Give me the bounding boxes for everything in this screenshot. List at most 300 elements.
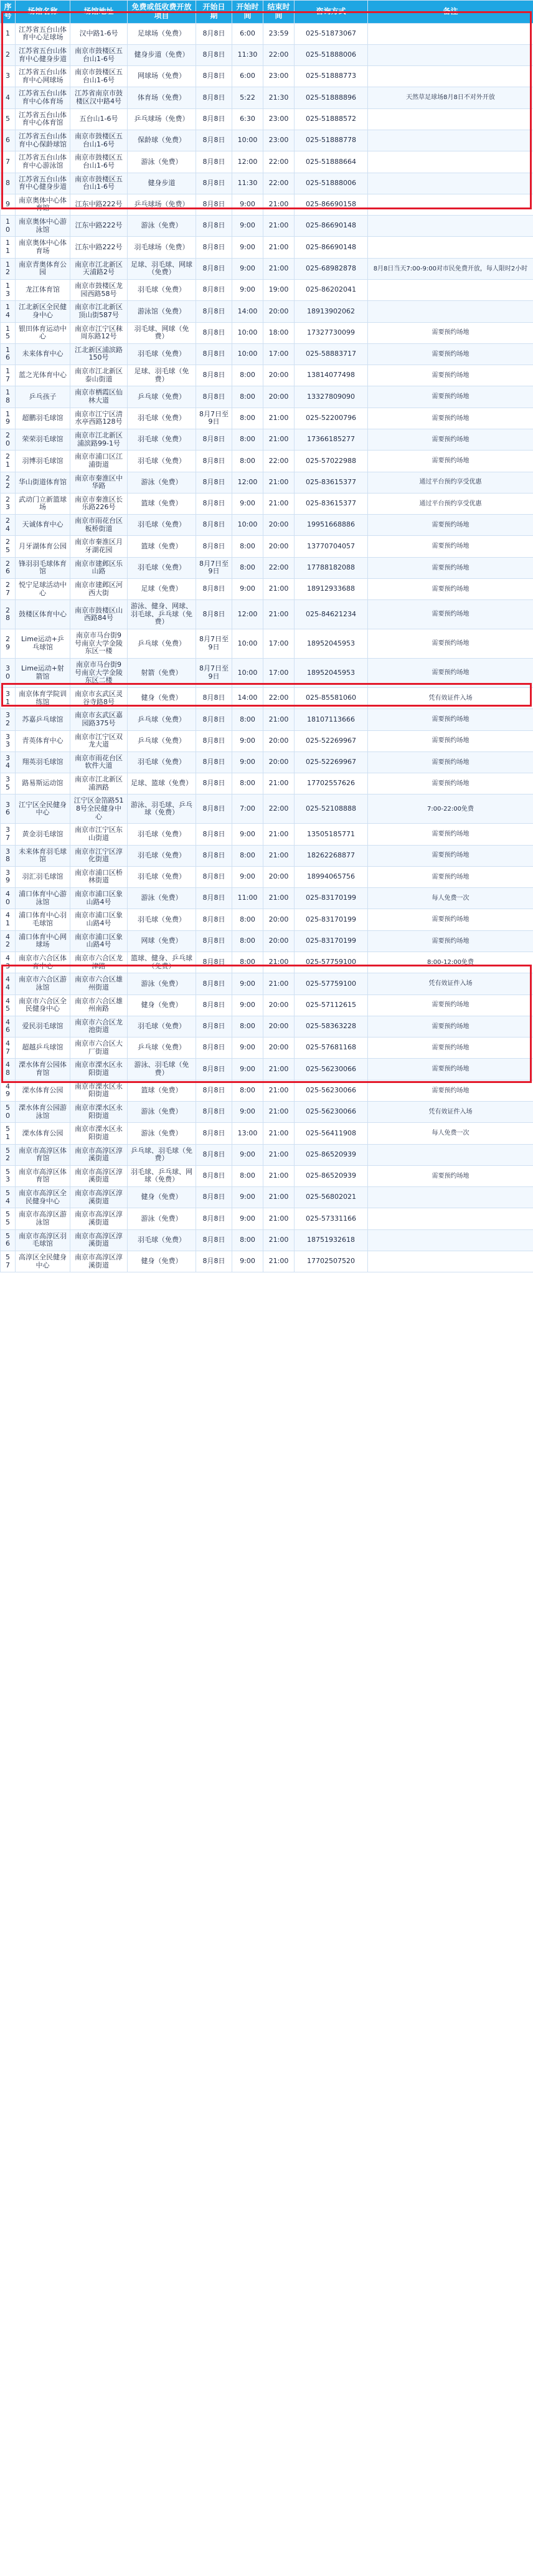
row-index: 3	[1, 66, 16, 87]
row-notes: 需要预约场地	[368, 408, 533, 429]
row-notes: 需要预约场地	[368, 930, 533, 952]
row-contact: 18107113666	[295, 709, 368, 730]
row-start-time: 6:00	[232, 23, 263, 44]
row-index: 15	[1, 322, 16, 343]
row-start-time: 9:00	[232, 237, 263, 258]
highlight-box-top	[1, 11, 532, 209]
row-venue: 南京市高淳区体育馆	[16, 1144, 70, 1165]
row-start-date: 8月8日	[196, 773, 232, 794]
row-end-time: 21:00	[263, 845, 295, 866]
row-index: 37	[1, 824, 16, 845]
row-address: 南京市江宁区双龙大道	[70, 730, 128, 751]
row-venue: 南京青奥体育公园	[16, 258, 70, 279]
row-start-date: 8月8日	[196, 1144, 232, 1165]
row-projects: 游泳、羽毛球、乒乓球（免费）	[128, 794, 196, 824]
row-notes	[368, 1251, 533, 1272]
row-address: 南京市鼓楼区龙园西路58号	[70, 279, 128, 300]
row-start-time: 10:00	[232, 515, 263, 536]
row-projects: 乒乓球（免费）	[128, 1038, 196, 1059]
row-index: 52	[1, 1144, 16, 1165]
row-address: 南京市玄武区嘉园路375号	[70, 709, 128, 730]
row-notes: 8月8日当天7:00-9:00对市民免费开放，每人限时2小时	[368, 258, 533, 279]
row-index: 56	[1, 1229, 16, 1251]
row-venue: 南京奥体中心体育场	[16, 237, 70, 258]
row-end-time: 23:00	[263, 66, 295, 87]
table-row	[1, 824, 533, 845]
row-contact: 025-51888896	[295, 87, 368, 108]
table-row	[1, 1229, 533, 1251]
row-address: 南京市鼓楼区五台山1-6号	[70, 151, 128, 173]
row-projects: 乒乓球场（免费）	[128, 194, 196, 215]
row-contact: 025-83615377	[295, 472, 368, 493]
table-row	[1, 1208, 533, 1229]
row-contact: 025-57681168	[295, 1038, 368, 1059]
row-notes: 需要预约场地	[368, 909, 533, 930]
row-index: 42	[1, 930, 16, 952]
header-end-time: 结束时间	[263, 1, 295, 24]
header-start-date: 开始日期	[196, 1, 232, 24]
row-contact: 18952045953	[295, 659, 368, 688]
row-projects: 乒乓球场（免费）	[128, 108, 196, 130]
row-index: 57	[1, 1251, 16, 1272]
row-contact: 025-86520939	[295, 1144, 368, 1165]
highlight-box-middle	[1, 683, 532, 707]
row-projects: 游泳（免费）	[128, 216, 196, 237]
row-start-date: 8月8日	[196, 1208, 232, 1229]
row-venue: 未来体育羽毛球馆	[16, 845, 70, 866]
row-end-time: 21:00	[263, 1059, 295, 1080]
row-start-time: 14:00	[232, 301, 263, 322]
row-notes: 需要预约场地	[368, 709, 533, 730]
row-venue: 南京市高淳区全民健身中心	[16, 1187, 70, 1208]
row-end-time: 21:00	[263, 237, 295, 258]
row-index: 21	[1, 451, 16, 472]
row-venue: 超鹏羽毛球馆	[16, 408, 70, 429]
row-contact: 025-58363228	[295, 1016, 368, 1037]
table-row	[1, 1080, 533, 1101]
row-start-date: 8月8日	[196, 216, 232, 237]
table-row	[1, 794, 533, 824]
row-start-date: 8月8日	[196, 709, 232, 730]
row-projects: 健身（免费）	[128, 1187, 196, 1208]
row-notes: 凭有效证件入场	[368, 973, 533, 995]
row-projects: 羽毛球（免费）	[128, 515, 196, 536]
row-start-date: 8月8日	[196, 301, 232, 322]
row-start-date: 8月8日	[196, 1187, 232, 1208]
row-address: 南京市六合区龙津路	[70, 952, 128, 973]
row-end-time: 21:00	[263, 408, 295, 429]
row-venue: 江北新区全民健身中心	[16, 301, 70, 322]
row-start-date: 8月8日	[196, 44, 232, 65]
row-index: 20	[1, 429, 16, 450]
table-row	[1, 301, 533, 322]
row-projects: 羽毛球（免费）	[128, 343, 196, 365]
row-start-date: 8月8日	[196, 687, 232, 708]
table-row	[1, 1187, 533, 1208]
row-index: 9	[1, 194, 16, 215]
row-contact: 13505185771	[295, 824, 368, 845]
row-start-time: 9:00	[232, 973, 263, 995]
row-address: 南京市鼓楼区山西路84号	[70, 600, 128, 629]
row-start-time: 13:00	[232, 1123, 263, 1144]
row-start-time: 9:00	[232, 866, 263, 887]
row-address: 南京市栖霞区仙林大道	[70, 386, 128, 408]
row-start-time: 10:00	[232, 343, 263, 365]
row-venue: 锋羽羽毛球体育馆	[16, 557, 70, 578]
row-index: 22	[1, 472, 16, 493]
row-end-time: 21:00	[263, 1123, 295, 1144]
row-start-time: 8:00	[232, 845, 263, 866]
row-start-time: 9:00	[232, 995, 263, 1016]
row-projects: 羽毛球（免费）	[128, 845, 196, 866]
row-address: 江北新区浦滨路150号	[70, 343, 128, 365]
row-projects: 游泳、羽毛球（免费）	[128, 1059, 196, 1080]
row-venue: 江苏省五台山体育中心保龄球馆	[16, 130, 70, 151]
row-venue: 溧水体育公园游泳馆	[16, 1101, 70, 1122]
row-index: 23	[1, 493, 16, 514]
row-contact: 025-58883717	[295, 343, 368, 365]
row-start-date: 8月8日	[196, 151, 232, 173]
row-address: 南京市浦口区江浦街道	[70, 451, 128, 472]
table-row	[1, 629, 533, 659]
row-venue: 鼓楼区体育中心	[16, 600, 70, 629]
row-start-date: 8月8日	[196, 108, 232, 130]
header-index: 序号	[1, 1, 16, 24]
row-notes: 需要预约场地	[368, 557, 533, 578]
row-end-time: 21:00	[263, 888, 295, 909]
row-contact: 025-83615377	[295, 493, 368, 514]
row-venue: 南京市六合区全民健身中心	[16, 995, 70, 1016]
row-venue: 蓝之光体育中心	[16, 365, 70, 386]
row-address: 南京市高淳区淳溪街道	[70, 1208, 128, 1229]
row-contact: 025-57022988	[295, 451, 368, 472]
row-end-time: 20:00	[263, 930, 295, 952]
row-start-time: 11:00	[232, 888, 263, 909]
row-start-time: 8:00	[232, 536, 263, 557]
row-start-date: 8月8日	[196, 1038, 232, 1059]
row-index: 32	[1, 709, 16, 730]
row-index: 11	[1, 237, 16, 258]
row-index: 39	[1, 866, 16, 887]
row-start-time: 10:00	[232, 629, 263, 659]
row-notes: 需要预约场地	[368, 515, 533, 536]
row-address: 南京市江宁区东山街道	[70, 824, 128, 845]
row-venue: 南京市六合区游泳馆	[16, 973, 70, 995]
row-contact: 025-57331166	[295, 1208, 368, 1229]
row-venue: 悦宁足球活动中心	[16, 578, 70, 599]
row-start-time: 6:30	[232, 108, 263, 130]
row-address: 南京市六合区大厂街道	[70, 1038, 128, 1059]
row-notes: 通过平台预约享受优惠	[368, 493, 533, 514]
table-row	[1, 709, 533, 730]
row-start-time: 9:00	[232, 1251, 263, 1272]
row-notes: 需要预约场地	[368, 600, 533, 629]
row-contact: 025-83170199	[295, 888, 368, 909]
row-start-date: 8月8日	[196, 845, 232, 866]
row-projects: 游泳（免费）	[128, 472, 196, 493]
row-end-time: 21:00	[263, 1187, 295, 1208]
row-index: 38	[1, 845, 16, 866]
row-venue: 江苏省五台山体育中心体育馆	[16, 108, 70, 130]
row-end-time: 21:00	[263, 1251, 295, 1272]
row-address: 南京市六合区雄州街道	[70, 973, 128, 995]
row-index: 2	[1, 44, 16, 65]
row-start-date: 8月8日	[196, 493, 232, 514]
row-end-time: 20:00	[263, 365, 295, 386]
row-start-time: 8:00	[232, 952, 263, 973]
row-address: 南京市浦口区象山路4号	[70, 930, 128, 952]
row-venue: 南京奥体中心游泳馆	[16, 216, 70, 237]
row-end-time: 21:00	[263, 493, 295, 514]
row-address: 江东中路222号	[70, 216, 128, 237]
row-contact: 17702557626	[295, 773, 368, 794]
row-venue: 黄金羽毛球馆	[16, 824, 70, 845]
row-start-time: 12:00	[232, 151, 263, 173]
row-start-time: 8:00	[232, 386, 263, 408]
row-start-date: 8月8日	[196, 87, 232, 108]
row-contact: 025-51873067	[295, 23, 368, 44]
row-address: 南京市鼓楼区五台山1-6号	[70, 130, 128, 151]
row-address: 南京市高淳区淳溪街道	[70, 1165, 128, 1186]
row-projects: 羽毛球（免费）	[128, 279, 196, 300]
table-row	[1, 866, 533, 887]
table-row	[1, 1123, 533, 1144]
row-venue: 江苏省五台山体育中心健身步道	[16, 173, 70, 194]
row-venue: 月牙湖体育公园	[16, 536, 70, 557]
row-start-time: 12:00	[232, 472, 263, 493]
row-index: 27	[1, 578, 16, 599]
row-projects: 游泳（免费）	[128, 1208, 196, 1229]
row-start-time: 11:30	[232, 173, 263, 194]
row-address: 南京市高淳区淳溪街道	[70, 1251, 128, 1272]
row-venue: 羽博羽毛球馆	[16, 451, 70, 472]
row-venue: 羽汇羽毛球馆	[16, 866, 70, 887]
row-notes	[368, 1208, 533, 1229]
row-start-time: 12:00	[232, 600, 263, 629]
row-index: 51	[1, 1123, 16, 1144]
row-address: 南京市马台街9号南京大学金陵东区一楼	[70, 629, 128, 659]
row-start-date: 8月7日至9日	[196, 557, 232, 578]
row-notes: 需要预约场地	[368, 322, 533, 343]
row-start-time: 8:00	[232, 773, 263, 794]
row-index: 12	[1, 258, 16, 279]
row-venue: 高淳区全民健身中心	[16, 1251, 70, 1272]
row-address: 南京市江北新区泰山街道	[70, 365, 128, 386]
header-address: 场馆地址	[70, 1, 128, 24]
row-index: 17	[1, 365, 16, 386]
row-address: 南京市雨花台区软件大道	[70, 751, 128, 773]
row-start-date: 8月8日	[196, 952, 232, 973]
row-projects: 射箭（免费）	[128, 659, 196, 688]
header-notes: 备注	[368, 1, 533, 24]
row-notes: 需要预约场地	[368, 629, 533, 659]
table-row	[1, 322, 533, 343]
row-start-date: 8月7日至9日	[196, 629, 232, 659]
row-contact: 025-57112615	[295, 995, 368, 1016]
row-venue: Lime运动+乒乓球馆	[16, 629, 70, 659]
row-projects: 羽毛球（免费）	[128, 429, 196, 450]
row-notes: 需要预约场地	[368, 751, 533, 773]
row-contact: 025-86690148	[295, 237, 368, 258]
row-start-date: 8月8日	[196, 173, 232, 194]
row-notes: 需要预约场地	[368, 1016, 533, 1037]
row-projects: 乒乓球（免费）	[128, 709, 196, 730]
row-index: 19	[1, 408, 16, 429]
row-notes	[368, 1144, 533, 1165]
row-index: 49	[1, 1080, 16, 1101]
row-start-time: 8:00	[232, 451, 263, 472]
row-contact: 025-51888778	[295, 130, 368, 151]
row-notes: 需要预约场地	[368, 1080, 533, 1101]
row-address: 南京市江北新区浦泗路	[70, 773, 128, 794]
row-venue: 苏嘉乒乓球馆	[16, 709, 70, 730]
row-address: 南京市浦口区象山路4号	[70, 888, 128, 909]
table-row	[1, 888, 533, 909]
row-projects: 篮球（免费）	[128, 493, 196, 514]
row-end-time: 20:00	[263, 751, 295, 773]
row-projects: 乒乓球（免费）	[128, 629, 196, 659]
row-end-time: 21:30	[263, 87, 295, 108]
table-row	[1, 258, 533, 279]
row-projects: 羽毛球（免费）	[128, 909, 196, 930]
row-projects: 健身（免费）	[128, 995, 196, 1016]
row-start-time: 10:00	[232, 659, 263, 688]
row-notes: 凭有效证件入场	[368, 1101, 533, 1122]
row-end-time: 22:00	[263, 687, 295, 708]
row-start-date: 8月8日	[196, 66, 232, 87]
row-start-date: 8月8日	[196, 515, 232, 536]
row-start-date: 8月8日	[196, 888, 232, 909]
row-index: 33	[1, 730, 16, 751]
row-notes: 通过平台预约享受优惠	[368, 472, 533, 493]
row-end-time: 17:00	[263, 659, 295, 688]
row-start-date: 8月8日	[196, 194, 232, 215]
row-address: 南京市溧水区永阳街道	[70, 1080, 128, 1101]
header-projects: 免费或低收费开放项目	[128, 1, 196, 24]
row-start-date: 8月8日	[196, 600, 232, 629]
row-venue: 溧水体育公园体育馆	[16, 1059, 70, 1080]
row-end-time: 22:00	[263, 151, 295, 173]
row-start-date: 8月8日	[196, 279, 232, 300]
row-start-time: 9:00	[232, 493, 263, 514]
row-contact: 17788182088	[295, 557, 368, 578]
row-contact: 025-56230066	[295, 1059, 368, 1080]
row-index: 34	[1, 751, 16, 773]
row-contact: 025-51888572	[295, 108, 368, 130]
row-address: 南京市建邺区河西大街	[70, 578, 128, 599]
row-index: 8	[1, 173, 16, 194]
row-projects: 保龄球（免费）	[128, 130, 196, 151]
row-notes: 需要预约场地	[368, 1059, 533, 1080]
row-projects: 篮球（免费）	[128, 536, 196, 557]
row-projects: 篮球、健身、乒乓球（免费）	[128, 952, 196, 973]
row-start-time: 10:00	[232, 322, 263, 343]
row-venue: 武动门立新篮球场	[16, 493, 70, 514]
row-projects: 羽毛球（免费）	[128, 1016, 196, 1037]
row-notes: 需要预约场地	[368, 730, 533, 751]
row-start-date: 8月8日	[196, 237, 232, 258]
row-end-time: 20:00	[263, 515, 295, 536]
row-venue: 爱民羽毛球馆	[16, 1016, 70, 1037]
row-projects: 足球、羽毛球、网球（免费）	[128, 258, 196, 279]
row-index: 45	[1, 995, 16, 1016]
row-end-time: 19:00	[263, 279, 295, 300]
highlight-box-lower	[1, 965, 532, 1083]
row-contact: 025-56230066	[295, 1080, 368, 1101]
row-contact: 025-56411908	[295, 1123, 368, 1144]
row-contact: 025-51888006	[295, 173, 368, 194]
row-address: 南京市江北新区顶山街587号	[70, 301, 128, 322]
row-start-date: 8月8日	[196, 930, 232, 952]
row-projects: 体育场（免费）	[128, 87, 196, 108]
row-start-date: 8月8日	[196, 995, 232, 1016]
row-index: 50	[1, 1101, 16, 1122]
row-projects: 羽毛球（免费）	[128, 1229, 196, 1251]
table-row	[1, 216, 533, 237]
row-notes	[368, 216, 533, 237]
row-contact: 13770704057	[295, 536, 368, 557]
row-index: 47	[1, 1038, 16, 1059]
row-start-date: 8月8日	[196, 866, 232, 887]
row-index: 54	[1, 1187, 16, 1208]
row-contact: 17702507520	[295, 1251, 368, 1272]
row-projects: 羽毛球（免费）	[128, 751, 196, 773]
row-projects: 游泳馆（免费）	[128, 301, 196, 322]
row-end-time: 21:00	[263, 600, 295, 629]
row-venue: 南京市高淳区体育馆	[16, 1165, 70, 1186]
row-address: 南京市高淳区淳溪街道	[70, 1229, 128, 1251]
row-contact: 025-83170199	[295, 909, 368, 930]
row-notes: 需要预约场地	[368, 845, 533, 866]
row-index: 6	[1, 130, 16, 151]
row-contact: 025-83170199	[295, 930, 368, 952]
row-address: 南京市建邺区乐山路	[70, 557, 128, 578]
row-start-date: 8月7日至9日	[196, 408, 232, 429]
row-notes: 需要预约场地	[368, 578, 533, 599]
row-address: 南京市鼓楼区五台山1-6号	[70, 44, 128, 65]
row-start-time: 9:00	[232, 1038, 263, 1059]
row-notes: 需要预约场地	[368, 1038, 533, 1059]
row-index: 7	[1, 151, 16, 173]
row-venue: 荣荣羽毛球馆	[16, 429, 70, 450]
row-venue: 浦口体育中心游泳馆	[16, 888, 70, 909]
row-address: 南京市溧水区永阳街道	[70, 1123, 128, 1144]
table-row	[1, 1251, 533, 1272]
row-contact: 025-86202041	[295, 279, 368, 300]
row-start-time: 9:00	[232, 279, 263, 300]
row-notes: 需要预约场地	[368, 365, 533, 386]
row-address: 南京市浦口区桥林街道	[70, 866, 128, 887]
row-end-time: 22:00	[263, 557, 295, 578]
row-venue: 江苏省五台山体育中心健身步道	[16, 44, 70, 65]
row-projects: 羽毛球（免费）	[128, 557, 196, 578]
row-projects: 游泳（免费）	[128, 1101, 196, 1122]
row-start-date: 8月8日	[196, 909, 232, 930]
row-start-time: 8:00	[232, 1229, 263, 1251]
row-index: 24	[1, 515, 16, 536]
row-start-date: 8月8日	[196, 429, 232, 450]
row-venue: 江苏省五台山体育中心足球场	[16, 23, 70, 44]
row-contact: 025-68982878	[295, 258, 368, 279]
row-start-date: 8月8日	[196, 1016, 232, 1037]
row-address: 南京市高淳区淳溪街道	[70, 1187, 128, 1208]
row-end-time: 20:00	[263, 909, 295, 930]
row-contact: 17327730099	[295, 322, 368, 343]
row-contact: 025-56802021	[295, 1187, 368, 1208]
row-address: 南京市六合区龙池街道	[70, 1016, 128, 1037]
row-projects: 羽毛球（免费）	[128, 451, 196, 472]
row-notes: 需要预约场地	[368, 773, 533, 794]
